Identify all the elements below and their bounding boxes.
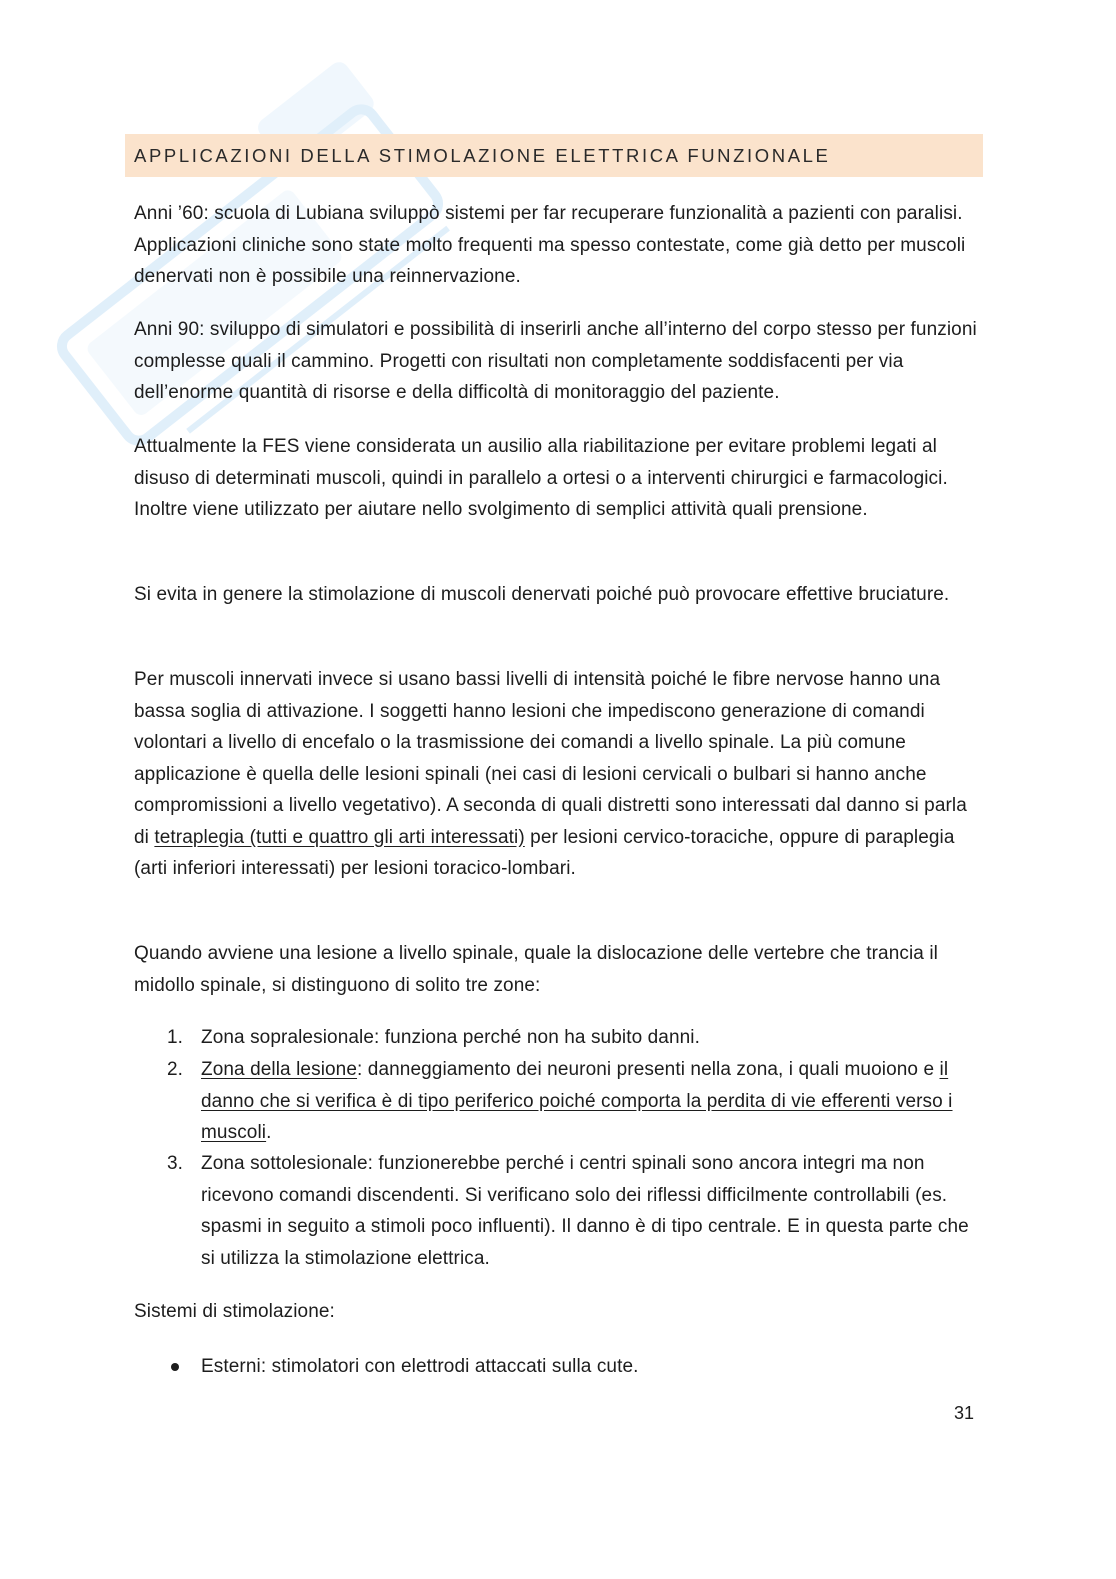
list-text — [201, 1054, 981, 1149]
list-number: 3. — [167, 1153, 184, 1174]
paragraph-lesione-spinale: Quando avviene una lesione a livello spinale, quale la dislocazione delle vertebre che trancia il midollo spinale, si distinguono di solito tre zone: — [134, 943, 938, 996]
page-number: 31 — [953, 1403, 974, 1423]
list-number: 1. — [167, 1027, 184, 1048]
section-heading: APPLICAZIONI DELLA STIMOLAZIONE ELETTRICA FUNZIONALE — [134, 145, 831, 166]
bullet-text: Esterni: stimolatori con elettrodi attaccati sulla cute. — [201, 1356, 639, 1377]
danno-periferico-underlined: il danno che si verifica è di tipo periferico poiché comporta la perdita di vie efferenti verso i muscoli — [201, 1059, 953, 1143]
list-number: 2. — [167, 1059, 184, 1080]
paragraph-attualmente: Attualmente la FES viene considerata un ausilio alla riabilitazione per evitare problemi legati al disuso di determinati muscoli, quindi in parallelo a ortesi o a interventi chirurgici e farmacologici. Inoltre viene utilizzato per aiutare nello svolgimento di semplici attività quali prensione. — [134, 436, 948, 520]
zona-lesione-underlined: Zona della lesione — [201, 1059, 358, 1080]
list-text-part: : danneggiamento dei neuroni presenti nella zona, i quali muoiono e — [357, 1059, 940, 1080]
paragraph-innervati-part2: per lesioni cervico-toraciche, oppure di paraplegia (arti inferiori interessati) per lesioni toracico-lombari. — [134, 826, 955, 879]
list-text: Zona sottolesionale: funzionerebbe perché i centri spinali sono ancora integri ma non ricevono comandi discendenti. Si verificano solo dei riflessi difficilmente controllabili (es. spasmi in seguito a stimoli poco influenti). Il danno è di tipo centrale. E in questa parte che si utilizza la stimolazione elettrica. — [201, 1153, 969, 1269]
bullet-icon — [171, 1363, 179, 1371]
paragraph-anni-60: Anni ’60: scuola di Lubiana sviluppò sistemi per far recuperare funzionalità a pazienti con paralisi. Applicazioni cliniche sono state molto frequenti ma spesso contestate, come già detto per muscoli denervati non è possibile una reinnervazione. — [134, 203, 966, 287]
list-text: Zona sopralesionale: funziona perché non ha subito danni. — [201, 1027, 700, 1048]
list-text-part: . — [266, 1122, 272, 1143]
paragraph-innervati-part1: Per muscoli innervati invece si usano bassi livelli di intensità poiché le fibre nervose hanno una bassa soglia di attivazione. I soggetti hanno lesioni che impediscono generazione di comandi volontari a livello di encefalo o la trasmissione dei comandi a livello spinale. La più comune applicazione è quella delle lesioni spinali (nei casi di lesioni cervicali o bulbari si hanno anche compromissioni a livello vegetativo). A seconda di quali distretti sono interessati dal danno si parla di — [134, 669, 967, 848]
paragraph-innervati — [134, 664, 984, 885]
tetraplegia-underlined: tetraplegia (tutti e quattro gli arti interessati) — [154, 826, 525, 848]
paragraph-anni-90: Anni 90: sviluppo di simulatori e possibilità di inserirli anche all’interno del corpo stesso per funzioni complesse quali il cammino. Progetti con risultati non completamente soddisfacenti per via dell’enorme quantità di risorse e della difficoltà di monitoraggio del paziente. — [134, 319, 977, 403]
paragraph-denervati: Si evita in genere la stimolazione di muscoli denervati poiché può provocare effettive bruciature. — [134, 584, 950, 605]
paragraph-sistemi: Sistemi di stimolazione: — [134, 1301, 335, 1322]
